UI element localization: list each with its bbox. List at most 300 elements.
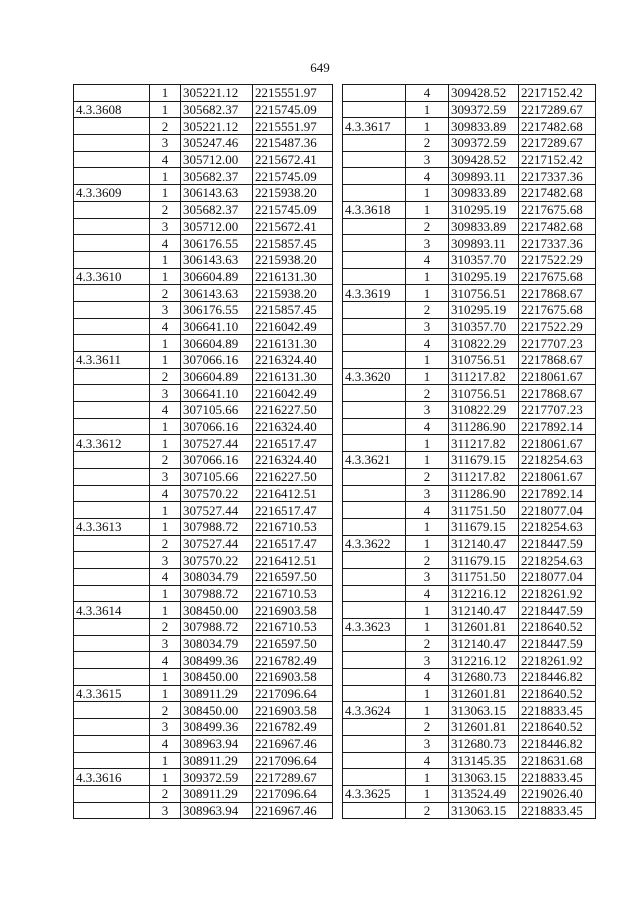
y-coordinate-cell: 2217482.68 — [519, 185, 596, 202]
x-coordinate-cell: 312140.47 — [449, 535, 519, 552]
parcel-id-cell — [343, 335, 406, 352]
point-number-cell: 1 — [406, 368, 449, 385]
y-coordinate-cell: 2217152.42 — [519, 85, 596, 102]
point-number-cell: 1 — [150, 518, 181, 535]
point-number-cell: 1 — [150, 185, 181, 202]
x-coordinate-cell: 311751.50 — [449, 502, 519, 519]
x-coordinate-cell: 310822.29 — [449, 335, 519, 352]
y-coordinate-cell: 2217482.68 — [519, 218, 596, 235]
parcel-id-cell — [343, 468, 406, 485]
table-row — [343, 619, 596, 636]
x-coordinate-cell: 308034.79 — [181, 568, 253, 585]
point-number-cell: 4 — [406, 502, 449, 519]
parcel-id-cell — [343, 518, 406, 535]
x-coordinate-cell: 308499.36 — [181, 652, 253, 669]
point-number-cell: 3 — [406, 735, 449, 752]
x-coordinate-cell: 306143.63 — [181, 185, 253, 202]
point-number-cell: 3 — [150, 301, 181, 318]
point-number-cell: 2 — [150, 535, 181, 552]
table-row — [74, 318, 333, 335]
x-coordinate-cell: 309833.89 — [449, 218, 519, 235]
x-coordinate-cell: 310295.19 — [449, 201, 519, 218]
x-coordinate-cell: 311679.15 — [449, 552, 519, 569]
parcel-id-cell — [74, 235, 150, 252]
y-coordinate-cell: 2216710.53 — [253, 619, 333, 636]
y-coordinate-cell: 2217152.42 — [519, 151, 596, 168]
y-coordinate-cell: 2218446.82 — [519, 735, 596, 752]
x-coordinate-cell: 306604.89 — [181, 335, 253, 352]
y-coordinate-cell: 2218640.52 — [519, 685, 596, 702]
y-coordinate-cell: 2218640.52 — [519, 719, 596, 736]
point-number-cell: 3 — [406, 151, 449, 168]
point-number-cell: 3 — [150, 719, 181, 736]
point-number-cell: 1 — [150, 251, 181, 268]
point-number-cell: 2 — [406, 218, 449, 235]
x-coordinate-cell: 305247.46 — [181, 135, 253, 152]
table-row — [343, 518, 596, 535]
x-coordinate-cell: 308450.00 — [181, 669, 253, 686]
point-number-cell: 2 — [150, 368, 181, 385]
y-coordinate-cell: 2218077.04 — [519, 502, 596, 519]
x-coordinate-cell: 305221.12 — [181, 118, 253, 135]
table-row — [74, 635, 333, 652]
x-coordinate-cell: 310357.70 — [449, 318, 519, 335]
y-coordinate-cell: 2218061.67 — [519, 435, 596, 452]
parcel-id-cell — [343, 85, 406, 102]
parcel-id-cell — [74, 719, 150, 736]
table-row — [74, 235, 333, 252]
point-number-cell: 1 — [150, 685, 181, 702]
parcel-id-cell — [343, 585, 406, 602]
y-coordinate-cell: 2216517.47 — [253, 435, 333, 452]
parcel-id-cell: 4.3.3609 — [74, 185, 150, 202]
table-row — [74, 218, 333, 235]
parcel-id-cell: 4.3.3622 — [343, 535, 406, 552]
table-row — [343, 669, 596, 686]
point-number-cell: 3 — [406, 402, 449, 419]
table-row — [343, 385, 596, 402]
x-coordinate-cell: 311286.90 — [449, 418, 519, 435]
table-row — [343, 201, 596, 218]
table-row — [74, 168, 333, 185]
y-coordinate-cell: 2215938.20 — [253, 251, 333, 268]
point-number-cell: 2 — [150, 785, 181, 802]
parcel-id-cell — [343, 151, 406, 168]
y-coordinate-cell: 2217892.14 — [519, 485, 596, 502]
point-number-cell: 1 — [150, 101, 181, 118]
x-coordinate-cell: 306641.10 — [181, 385, 253, 402]
x-coordinate-cell: 308963.94 — [181, 735, 253, 752]
table-row — [343, 568, 596, 585]
point-number-cell: 2 — [150, 118, 181, 135]
y-coordinate-cell: 2217707.23 — [519, 335, 596, 352]
y-coordinate-cell: 2217482.68 — [519, 118, 596, 135]
x-coordinate-cell: 305682.37 — [181, 101, 253, 118]
table-row — [74, 335, 333, 352]
x-coordinate-cell: 313063.15 — [449, 702, 519, 719]
point-number-cell: 1 — [406, 435, 449, 452]
table-row — [343, 368, 596, 385]
table-row — [74, 352, 333, 369]
parcel-id-cell — [343, 602, 406, 619]
x-coordinate-cell: 307105.66 — [181, 402, 253, 419]
table-row — [343, 185, 596, 202]
x-coordinate-cell: 312601.81 — [449, 719, 519, 736]
point-number-cell: 3 — [406, 568, 449, 585]
point-number-cell: 3 — [150, 135, 181, 152]
x-coordinate-cell: 313063.15 — [449, 769, 519, 786]
y-coordinate-cell: 2216042.49 — [253, 318, 333, 335]
x-coordinate-cell: 309893.11 — [449, 168, 519, 185]
x-coordinate-cell: 313524.49 — [449, 785, 519, 802]
table-row — [74, 669, 333, 686]
point-number-cell: 4 — [406, 251, 449, 268]
table-row — [343, 802, 596, 819]
point-number-cell: 3 — [150, 802, 181, 819]
parcel-id-cell: 4.3.3610 — [74, 268, 150, 285]
point-number-cell: 1 — [150, 752, 181, 769]
table-row — [74, 619, 333, 636]
table-row — [74, 118, 333, 135]
x-coordinate-cell: 311679.15 — [449, 452, 519, 469]
table-row — [74, 101, 333, 118]
point-number-cell: 4 — [406, 669, 449, 686]
point-number-cell: 1 — [150, 769, 181, 786]
point-number-cell: 3 — [406, 235, 449, 252]
parcel-id-cell — [74, 635, 150, 652]
point-number-cell: 1 — [150, 418, 181, 435]
x-coordinate-cell: 307570.22 — [181, 485, 253, 502]
point-number-cell: 4 — [150, 151, 181, 168]
y-coordinate-cell: 2217522.29 — [519, 318, 596, 335]
y-coordinate-cell: 2217675.68 — [519, 201, 596, 218]
parcel-id-cell: 4.3.3615 — [74, 685, 150, 702]
x-coordinate-cell: 310295.19 — [449, 301, 519, 318]
point-number-cell: 4 — [406, 168, 449, 185]
table-row — [74, 385, 333, 402]
x-coordinate-cell: 306143.63 — [181, 251, 253, 268]
x-coordinate-cell: 312216.12 — [449, 652, 519, 669]
y-coordinate-cell: 2216412.51 — [253, 485, 333, 502]
table-row — [74, 201, 333, 218]
y-coordinate-cell: 2217096.64 — [253, 752, 333, 769]
x-coordinate-cell: 307988.72 — [181, 518, 253, 535]
x-coordinate-cell: 307066.16 — [181, 352, 253, 369]
point-number-cell: 4 — [150, 402, 181, 419]
x-coordinate-cell: 312216.12 — [449, 585, 519, 602]
table-row — [343, 552, 596, 569]
x-coordinate-cell: 307105.66 — [181, 468, 253, 485]
x-coordinate-cell: 309428.52 — [449, 151, 519, 168]
y-coordinate-cell: 2215551.97 — [253, 85, 333, 102]
x-coordinate-cell: 306604.89 — [181, 368, 253, 385]
x-coordinate-cell: 308034.79 — [181, 635, 253, 652]
x-coordinate-cell: 310756.51 — [449, 285, 519, 302]
parcel-id-cell: 4.3.3613 — [74, 518, 150, 535]
point-number-cell: 1 — [150, 335, 181, 352]
x-coordinate-cell: 305221.12 — [181, 85, 253, 102]
x-coordinate-cell: 311751.50 — [449, 568, 519, 585]
parcel-id-cell — [74, 135, 150, 152]
point-number-cell: 3 — [406, 318, 449, 335]
x-coordinate-cell: 313145.35 — [449, 752, 519, 769]
page-number: 649 — [310, 60, 330, 75]
y-coordinate-cell: 2217892.14 — [519, 418, 596, 435]
x-coordinate-cell: 307570.22 — [181, 552, 253, 569]
point-number-cell: 1 — [150, 268, 181, 285]
table-row — [74, 535, 333, 552]
x-coordinate-cell: 310756.51 — [449, 352, 519, 369]
y-coordinate-cell: 2216967.46 — [253, 802, 333, 819]
y-coordinate-cell: 2215672.41 — [253, 218, 333, 235]
y-coordinate-cell: 2216903.58 — [253, 669, 333, 686]
parcel-id-cell — [343, 402, 406, 419]
table-row — [74, 135, 333, 152]
x-coordinate-cell: 309372.59 — [181, 769, 253, 786]
table-row — [74, 151, 333, 168]
table-row — [343, 151, 596, 168]
parcel-id-cell: 4.3.3621 — [343, 452, 406, 469]
y-coordinate-cell: 2216131.30 — [253, 335, 333, 352]
x-coordinate-cell: 311217.82 — [449, 468, 519, 485]
parcel-id-cell — [343, 385, 406, 402]
parcel-id-cell — [343, 802, 406, 819]
y-coordinate-cell: 2217096.64 — [253, 785, 333, 802]
x-coordinate-cell: 308450.00 — [181, 602, 253, 619]
y-coordinate-cell: 2217868.67 — [519, 352, 596, 369]
parcel-id-cell — [74, 118, 150, 135]
point-number-cell: 1 — [406, 285, 449, 302]
x-coordinate-cell: 312140.47 — [449, 635, 519, 652]
parcel-id-cell — [74, 385, 150, 402]
point-number-cell: 4 — [406, 585, 449, 602]
point-number-cell: 2 — [406, 385, 449, 402]
x-coordinate-cell: 309372.59 — [449, 101, 519, 118]
x-coordinate-cell: 307066.16 — [181, 452, 253, 469]
table-row — [343, 101, 596, 118]
coordinate-table-left-body — [74, 85, 333, 819]
parcel-id-cell — [343, 485, 406, 502]
point-number-cell: 1 — [406, 535, 449, 552]
y-coordinate-cell: 2219026.40 — [519, 785, 596, 802]
point-number-cell: 4 — [406, 85, 449, 102]
table-row — [74, 402, 333, 419]
point-number-cell: 1 — [406, 268, 449, 285]
y-coordinate-cell: 2215938.20 — [253, 285, 333, 302]
y-coordinate-cell: 2215745.09 — [253, 101, 333, 118]
parcel-id-cell — [74, 552, 150, 569]
parcel-id-cell — [343, 552, 406, 569]
point-number-cell: 2 — [406, 468, 449, 485]
y-coordinate-cell: 2215672.41 — [253, 151, 333, 168]
parcel-id-cell — [343, 735, 406, 752]
table-row — [74, 251, 333, 268]
table-row — [343, 452, 596, 469]
y-coordinate-cell: 2218447.59 — [519, 635, 596, 652]
y-coordinate-cell: 2216597.50 — [253, 568, 333, 585]
point-number-cell: 1 — [406, 101, 449, 118]
parcel-id-cell — [343, 685, 406, 702]
point-number-cell: 1 — [406, 352, 449, 369]
y-coordinate-cell: 2217522.29 — [519, 251, 596, 268]
y-coordinate-cell: 2215857.45 — [253, 301, 333, 318]
y-coordinate-cell: 2218833.45 — [519, 702, 596, 719]
table-row — [343, 235, 596, 252]
y-coordinate-cell: 2216782.49 — [253, 652, 333, 669]
parcel-id-cell: 4.3.3612 — [74, 435, 150, 452]
table-row — [343, 735, 596, 752]
point-number-cell: 3 — [150, 385, 181, 402]
point-number-cell: 1 — [406, 518, 449, 535]
y-coordinate-cell: 2218446.82 — [519, 669, 596, 686]
parcel-id-cell — [343, 435, 406, 452]
table-row — [343, 635, 596, 652]
parcel-id-cell — [343, 301, 406, 318]
y-coordinate-cell: 2216324.40 — [253, 418, 333, 435]
parcel-id-cell — [74, 335, 150, 352]
point-number-cell: 1 — [406, 785, 449, 802]
point-number-cell: 1 — [406, 452, 449, 469]
x-coordinate-cell: 311217.82 — [449, 368, 519, 385]
y-coordinate-cell: 2218261.92 — [519, 585, 596, 602]
point-number-cell: 1 — [150, 602, 181, 619]
table-row — [343, 268, 596, 285]
x-coordinate-cell: 310756.51 — [449, 385, 519, 402]
table-row — [74, 652, 333, 669]
y-coordinate-cell: 2217707.23 — [519, 402, 596, 419]
point-number-cell: 1 — [150, 85, 181, 102]
table-row — [74, 719, 333, 736]
parcel-id-cell — [74, 785, 150, 802]
x-coordinate-cell: 312601.81 — [449, 685, 519, 702]
table-row — [343, 418, 596, 435]
y-coordinate-cell: 2216967.46 — [253, 735, 333, 752]
table-row — [343, 352, 596, 369]
y-coordinate-cell: 2218261.92 — [519, 652, 596, 669]
parcel-id-cell — [74, 752, 150, 769]
y-coordinate-cell: 2216710.53 — [253, 585, 333, 602]
y-coordinate-cell: 2216412.51 — [253, 552, 333, 569]
point-number-cell: 2 — [150, 201, 181, 218]
y-coordinate-cell: 2217289.67 — [253, 769, 333, 786]
y-coordinate-cell: 2216227.50 — [253, 468, 333, 485]
table-row — [74, 301, 333, 318]
y-coordinate-cell: 2218254.63 — [519, 518, 596, 535]
table-row — [74, 685, 333, 702]
table-row — [343, 168, 596, 185]
parcel-id-cell — [343, 568, 406, 585]
point-number-cell: 1 — [406, 201, 449, 218]
parcel-id-cell — [343, 635, 406, 652]
x-coordinate-cell: 309372.59 — [449, 135, 519, 152]
parcel-id-cell: 4.3.3620 — [343, 368, 406, 385]
x-coordinate-cell: 305682.37 — [181, 201, 253, 218]
table-row — [343, 218, 596, 235]
table-row — [74, 268, 333, 285]
parcel-id-cell — [343, 669, 406, 686]
parcel-id-cell: 4.3.3617 — [343, 118, 406, 135]
table-row — [343, 602, 596, 619]
x-coordinate-cell: 305712.00 — [181, 151, 253, 168]
y-coordinate-cell: 2217337.36 — [519, 168, 596, 185]
point-number-cell: 1 — [150, 669, 181, 686]
table-row — [343, 301, 596, 318]
point-number-cell: 3 — [150, 468, 181, 485]
coordinate-table-right — [342, 84, 596, 819]
point-number-cell: 4 — [150, 235, 181, 252]
parcel-id-cell — [74, 285, 150, 302]
x-coordinate-cell: 308911.29 — [181, 752, 253, 769]
parcel-id-cell — [74, 418, 150, 435]
x-coordinate-cell: 310295.19 — [449, 268, 519, 285]
parcel-id-cell — [343, 752, 406, 769]
x-coordinate-cell: 308499.36 — [181, 719, 253, 736]
point-number-cell: 1 — [406, 185, 449, 202]
y-coordinate-cell: 2218254.63 — [519, 552, 596, 569]
x-coordinate-cell: 307988.72 — [181, 619, 253, 636]
table-row — [74, 568, 333, 585]
y-coordinate-cell: 2217289.67 — [519, 135, 596, 152]
y-coordinate-cell: 2217337.36 — [519, 235, 596, 252]
point-number-cell: 4 — [150, 485, 181, 502]
parcel-id-cell: 4.3.3614 — [74, 602, 150, 619]
table-row — [343, 652, 596, 669]
y-coordinate-cell: 2215745.09 — [253, 168, 333, 185]
parcel-id-cell — [343, 168, 406, 185]
x-coordinate-cell: 308963.94 — [181, 802, 253, 819]
y-coordinate-cell: 2218061.67 — [519, 468, 596, 485]
table-row — [74, 502, 333, 519]
y-coordinate-cell: 2218833.45 — [519, 769, 596, 786]
table-row — [343, 752, 596, 769]
point-number-cell: 4 — [150, 652, 181, 669]
x-coordinate-cell: 312680.73 — [449, 735, 519, 752]
parcel-id-cell — [343, 101, 406, 118]
point-number-cell: 2 — [150, 702, 181, 719]
x-coordinate-cell: 311679.15 — [449, 518, 519, 535]
table-row — [74, 552, 333, 569]
table-row — [74, 85, 333, 102]
y-coordinate-cell: 2218640.52 — [519, 619, 596, 636]
x-coordinate-cell: 311286.90 — [449, 485, 519, 502]
point-number-cell: 4 — [150, 735, 181, 752]
table-row — [74, 702, 333, 719]
x-coordinate-cell: 312601.81 — [449, 619, 519, 636]
point-number-cell: 4 — [150, 318, 181, 335]
parcel-id-cell — [343, 251, 406, 268]
x-coordinate-cell: 306641.10 — [181, 318, 253, 335]
y-coordinate-cell: 2218254.63 — [519, 452, 596, 469]
point-number-cell: 4 — [150, 568, 181, 585]
point-number-cell: 1 — [150, 352, 181, 369]
table-row — [343, 685, 596, 702]
table-row — [74, 752, 333, 769]
point-number-cell: 2 — [406, 802, 449, 819]
point-number-cell: 1 — [406, 702, 449, 719]
y-coordinate-cell: 2218061.67 — [519, 368, 596, 385]
table-row — [74, 452, 333, 469]
y-coordinate-cell: 2217868.67 — [519, 285, 596, 302]
point-number-cell: 1 — [150, 435, 181, 452]
table-row — [74, 518, 333, 535]
parcel-id-cell — [74, 218, 150, 235]
coordinate-table-right-body — [343, 85, 596, 819]
point-number-cell: 4 — [406, 752, 449, 769]
table-row — [343, 702, 596, 719]
parcel-id-cell — [343, 418, 406, 435]
parcel-id-cell — [74, 702, 150, 719]
point-number-cell: 1 — [150, 585, 181, 602]
